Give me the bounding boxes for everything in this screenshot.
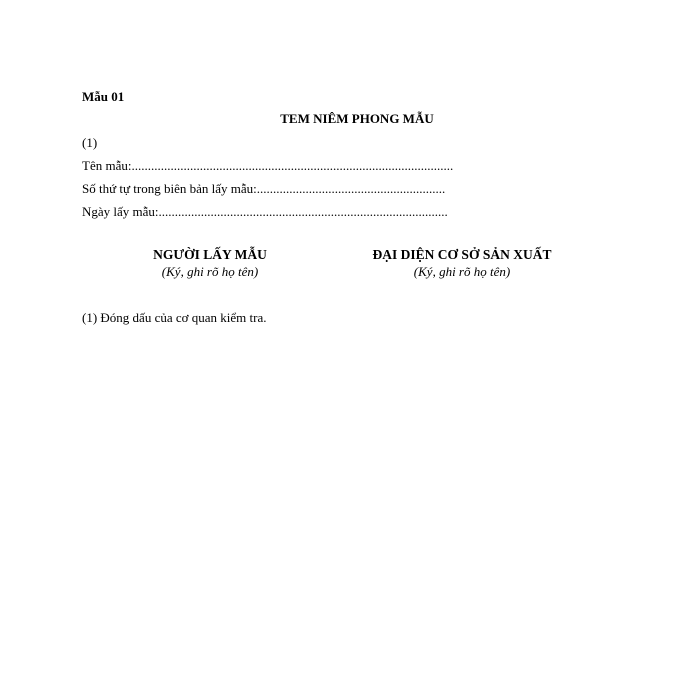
form-code: Mẫu 01 — [82, 89, 125, 104]
signature-hint-facility: (Ký, ghi rõ họ tên) — [413, 264, 511, 279]
signature-block-sampler — [110, 247, 310, 280]
field-sampling-date: Ngày lấy mẫu:......................................................................................... — [82, 204, 448, 219]
footnote: (1) Đóng dấu của cơ quan kiểm tra. — [82, 310, 267, 325]
signature-role-facility: ĐẠI DIỆN CƠ SỞ SẢN XUẤT — [372, 247, 552, 262]
note-marker: (1) — [82, 135, 98, 150]
field-sequence-number: Số thứ tự trong biên bản lấy mẫu:.......................................................... — [82, 181, 446, 196]
field-sample-name: Tên mẫu:................................................................................................... — [82, 158, 454, 173]
signature-role-sampler: NGƯỜI LẤY MẪU — [153, 247, 267, 262]
signature-hint-sampler: (Ký, ghi rõ họ tên) — [161, 264, 259, 279]
signature-block-facility-representative — [342, 247, 582, 280]
document-title: TEM NIÊM PHONG MẪU — [280, 111, 434, 126]
